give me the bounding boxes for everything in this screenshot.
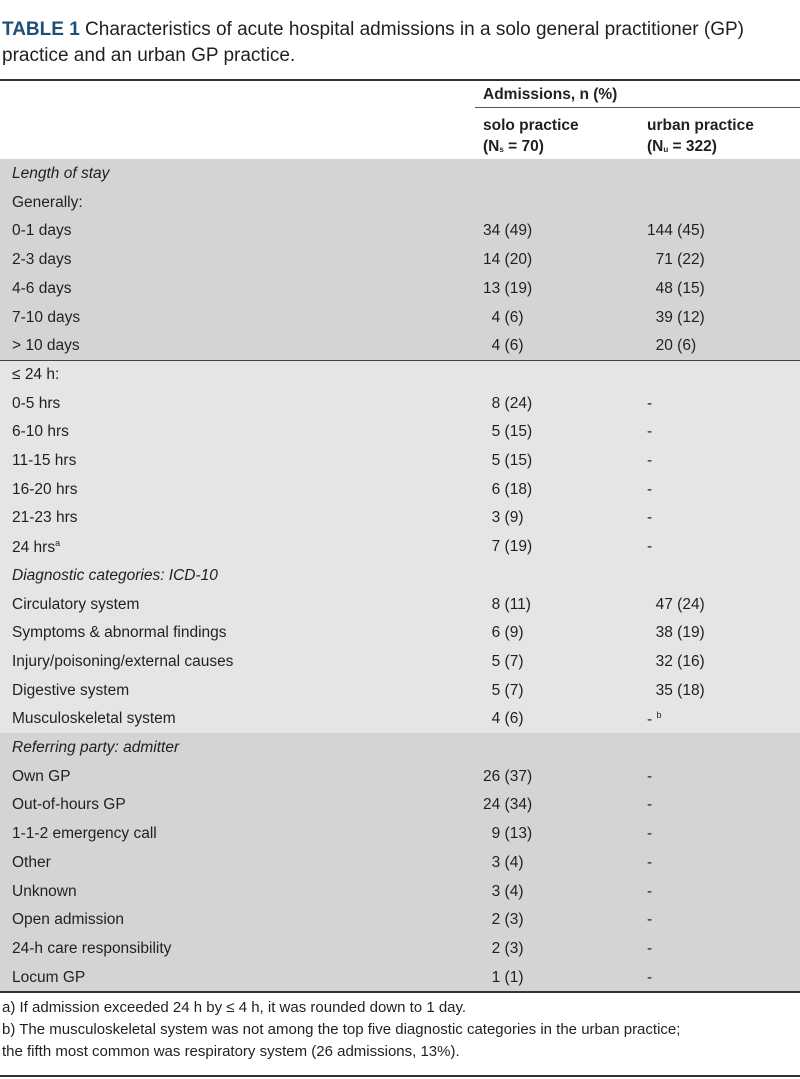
row-label: ≤ 24 h: [12, 365, 60, 383]
solo-value: 4 (6) [483, 308, 524, 326]
urban-value: - [647, 509, 653, 527]
row-label: Unknown [12, 882, 77, 900]
urban-value: 32 (16) [647, 652, 705, 670]
solo-value: 34 (49) [483, 222, 533, 240]
bottom-rule [0, 991, 800, 993]
urban-value: 144 (45) [647, 222, 705, 240]
row-label: Diagnostic categories: ICD-10 [12, 566, 218, 584]
solo-value: 6 (9) [483, 624, 524, 642]
solo-value: 5 (7) [483, 652, 524, 670]
row-label: 2-3 days [12, 251, 72, 269]
top-rule [0, 79, 800, 81]
final-rule [0, 1075, 800, 1077]
table-row [0, 733, 800, 762]
solo-value: 14 (20) [483, 251, 533, 269]
solo-value: 24 (34) [483, 796, 533, 814]
table-row [0, 819, 800, 848]
table-row [0, 762, 800, 791]
row-label: Referring party: admitter [12, 739, 180, 756]
row-label: Injury/poisoning/external causes [12, 652, 234, 670]
solo-value: 2 (3) [483, 911, 524, 929]
table-row [0, 360, 800, 389]
table-row [0, 389, 800, 418]
urban-value: - [647, 480, 653, 498]
urban-value: - [647, 767, 653, 785]
urban-value: 48 (15) [647, 279, 705, 297]
table-row [0, 159, 800, 188]
row-label: 21-23 hrs [12, 509, 78, 527]
urban-value: - [647, 825, 653, 843]
row-label: Circulatory system [12, 595, 140, 613]
urban-value: - [647, 394, 653, 412]
row-label: 24-h care responsibility [12, 939, 172, 957]
row-label: 16-20 hrs [12, 480, 78, 498]
footnote: b) The musculoskeletal system was not among the top five diagnostic categories in the urban practice; [2, 1021, 681, 1039]
table-row [0, 590, 800, 619]
row-label: 11-15 hrs [12, 452, 77, 469]
table-caption [2, 17, 792, 69]
row-label: 6-10 hrs [12, 423, 69, 441]
table-row [0, 245, 800, 274]
solo-value: 5 (7) [483, 681, 524, 699]
table-row [0, 475, 800, 504]
table-row [0, 532, 800, 561]
urban-value: - $^b$ [647, 710, 662, 729]
urban-value: - [647, 853, 653, 871]
table-label: TABLE 1 [2, 19, 80, 40]
urban-value: 20 (6) [647, 337, 697, 355]
table-row [0, 618, 800, 647]
urban-value: 39 (12) [647, 308, 705, 326]
row-label: Other [12, 853, 51, 871]
urban-value: - [647, 452, 653, 469]
table-row [0, 905, 800, 934]
solo-value: 26 (37) [483, 767, 533, 785]
solo-value: 3 (4) [483, 882, 524, 900]
row-label: Generally: [12, 193, 83, 211]
table-row [0, 877, 800, 906]
footnote: a) If admission exceeded 24 h by ≤ 4 h, it was rounded down to 1 day. [2, 999, 467, 1017]
row-label: Digestive system [12, 681, 130, 699]
table-row [0, 188, 800, 217]
table-row [0, 216, 800, 245]
urban-value: - [647, 882, 653, 900]
solo-value: 4 (6) [483, 710, 524, 728]
urban-practice-header: urban practice $(N_u = 322)$ [647, 117, 754, 155]
row-label: Musculoskeletal system [12, 710, 176, 728]
urban-value: - [647, 911, 653, 929]
footnote: the fifth most common was respiratory system (26 admissions, 13%). [2, 1043, 460, 1061]
solo-value: 9 (13) [483, 825, 533, 843]
caption-text: Characteristics of acute hospital admissions in a solo general practitioner (GP) practice and an urban GP practice. [2, 19, 745, 66]
row-label: Locum GP [12, 968, 86, 986]
solo-value: 7 (19) [483, 538, 533, 556]
row-label: Out-of-hours GP [12, 796, 126, 814]
solo-value: 2 (3) [483, 939, 524, 957]
solo-value: 8 (11) [483, 595, 531, 613]
header-divider [475, 107, 800, 108]
urban-value: - [647, 423, 653, 441]
row-label: Open admission [12, 911, 125, 929]
table-row [0, 963, 800, 992]
table-row [0, 331, 800, 360]
urban-value: 47 (24) [647, 595, 705, 613]
row-label: 1-1-2 emergency call [12, 825, 157, 843]
solo-value: 3 (4) [483, 853, 524, 871]
table-row [0, 417, 800, 446]
table-row [0, 274, 800, 303]
row-label: 0-5 hrs [12, 394, 61, 412]
solo-value: 5 (15) [483, 452, 533, 469]
row-label: 0-1 days [12, 222, 72, 240]
solo-value: 6 (18) [483, 480, 533, 498]
solo-value: 5 (15) [483, 423, 533, 441]
solo-value: 13 (19) [483, 279, 533, 297]
table-row [0, 446, 800, 475]
table-row [0, 647, 800, 676]
row-label: 4-6 days [12, 279, 72, 297]
solo-practice-header: solo practice $(N_s = 70)$ [483, 117, 579, 155]
table-row [0, 676, 800, 705]
table-row [0, 790, 800, 819]
row-label: Symptoms & abnormal findings [12, 624, 227, 642]
urban-value: - [647, 968, 653, 986]
urban-value: 38 (19) [647, 624, 705, 642]
row-label: 7-10 days [12, 308, 81, 326]
table-row [0, 561, 800, 590]
table-row [0, 503, 800, 532]
row-label: Own GP [12, 767, 71, 785]
table-row [0, 303, 800, 332]
table-row [0, 934, 800, 963]
table-row [0, 704, 800, 733]
urban-value: 35 (18) [647, 681, 705, 699]
row-label: Length of stay [12, 165, 110, 182]
row-label: > 10 days [12, 337, 80, 355]
urban-value: 71 (22) [647, 251, 705, 269]
urban-value: - [647, 939, 653, 957]
table-row [0, 848, 800, 877]
solo-value: 4 (6) [483, 337, 524, 355]
column-group-header: Admissions, n (%) [483, 86, 618, 103]
solo-value: 3 (9) [483, 509, 524, 527]
row-label: 24 hrs$^a$ [12, 538, 61, 557]
urban-value: - [647, 796, 653, 814]
solo-value: 1 (1) [483, 968, 524, 986]
solo-value: 8 (24) [483, 394, 533, 412]
urban-value: - [647, 538, 653, 556]
